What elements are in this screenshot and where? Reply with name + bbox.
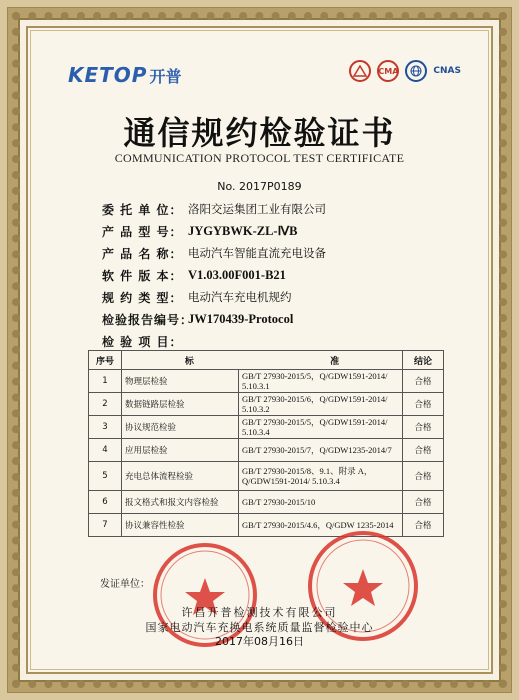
certificate-title-english: COMMUNICATION PROTOCOL TEST CERTIFICATE [114, 151, 405, 165]
row-standard: GB/T 27930-2015/8、9.1、附录 A，Q/GDW1591-2014/ 5.10.3.4 [239, 462, 403, 491]
table-row [89, 393, 444, 416]
issue-date: 2017年08月16日 [215, 635, 304, 648]
issuer-label: 发证单位： [100, 579, 150, 590]
field-row [102, 220, 442, 242]
header-standard-b: 准 [330, 356, 340, 367]
row-result: 合格 [403, 416, 444, 439]
test-items-table [88, 350, 444, 537]
field-value: 电动汽车充电机规约 [188, 290, 292, 304]
row-name: 物理层检验 [122, 370, 239, 393]
row-no: 7 [89, 514, 122, 537]
field-label: 产 品 型 号： [102, 224, 183, 239]
certificate-fields [102, 198, 442, 352]
header-standard [122, 351, 403, 370]
row-standard: GB/T 27930-2015/4.6，Q/GDW 1235-2014 [239, 514, 403, 537]
table-header-row [89, 351, 444, 370]
row-no: 5 [89, 462, 122, 491]
row-name: 协议规范检验 [122, 416, 239, 439]
issuer-organization: 许昌开普检测技术有限公司 [181, 606, 338, 619]
row-standard: GB/T 27930-2015/5，Q/GDW1591-2014/ 5.10.3.1 [239, 370, 403, 393]
row-name: 应用层检验 [122, 439, 239, 462]
field-label: 规 约 类 型： [102, 290, 183, 305]
row-name: 充电总体流程检验 [122, 462, 239, 491]
row-standard: GB/T 27930-2015/10 [239, 491, 403, 514]
field-value: JW170439-Protocol [188, 311, 294, 326]
row-name: 报文格式和报文内容检验 [122, 491, 239, 514]
cnas-mark: CNAS [433, 66, 461, 76]
field-value: JYGYBWK-ZL-ⅣB [188, 224, 298, 238]
table-row [89, 439, 444, 462]
issuer-center: 国家电动汽车充换电系统质量监督检验中心 [145, 621, 374, 634]
field-row [102, 242, 442, 264]
row-no: 6 [89, 491, 122, 514]
row-no: 1 [89, 370, 122, 393]
table-row [89, 462, 444, 491]
row-no: 4 [89, 439, 122, 462]
table-row [89, 416, 444, 439]
row-no: 2 [89, 393, 122, 416]
cma-mark: CMA [377, 60, 399, 82]
row-name: 数据链路层检验 [122, 393, 239, 416]
accreditation-marks [349, 60, 461, 82]
field-value: V1.03.00F001-B21 [188, 267, 286, 282]
triangle-mark-icon [349, 60, 371, 82]
field-label: 检验报告编号： [102, 312, 194, 327]
field-row [102, 286, 442, 308]
table-row [89, 491, 444, 514]
field-label: 产 品 名 称： [102, 246, 183, 261]
field-row [102, 308, 442, 330]
field-value: 洛阳交运集团工业有限公司 [188, 202, 326, 216]
certificate-title: 通信规约检验证书 [123, 114, 396, 152]
row-standard: GB/T 27930-2015/6，Q/GDW1591-2014/ 5.10.3.2 [239, 393, 403, 416]
row-result: 合格 [403, 439, 444, 462]
row-standard: GB/T 27930-2015/5，Q/GDW1591-2014/ 5.10.3.4 [239, 416, 403, 439]
row-result: 合格 [403, 491, 444, 514]
table-row [89, 370, 444, 393]
header-result: 结论 [403, 351, 444, 370]
logo-brand-cn: 开普 [149, 66, 182, 86]
certificate-number: No. 2017P0189 [217, 180, 302, 193]
field-label: 软 件 版 本： [102, 268, 183, 283]
row-result: 合格 [403, 393, 444, 416]
field-row [102, 264, 442, 286]
globe-mark-icon [405, 60, 427, 82]
field-label: 委 托 单 位： [102, 202, 183, 217]
field-row [102, 198, 442, 220]
field-label: 检 验 项 目： [102, 334, 183, 349]
header-no: 序号 [89, 351, 122, 370]
company-logo [68, 64, 181, 86]
header-standard-a: 标 [184, 356, 194, 367]
row-name: 协议兼容性检验 [122, 514, 239, 537]
logo-brand: KETOP [68, 63, 148, 87]
row-result: 合格 [403, 462, 444, 491]
field-value: 电动汽车智能直流充电设备 [188, 246, 326, 260]
row-no: 3 [89, 416, 122, 439]
row-standard: GB/T 27930-2015/7，Q/GDW1235-2014/7 [239, 439, 403, 462]
row-result: 合格 [403, 514, 444, 537]
field-row [102, 330, 442, 352]
row-result: 合格 [403, 370, 444, 393]
